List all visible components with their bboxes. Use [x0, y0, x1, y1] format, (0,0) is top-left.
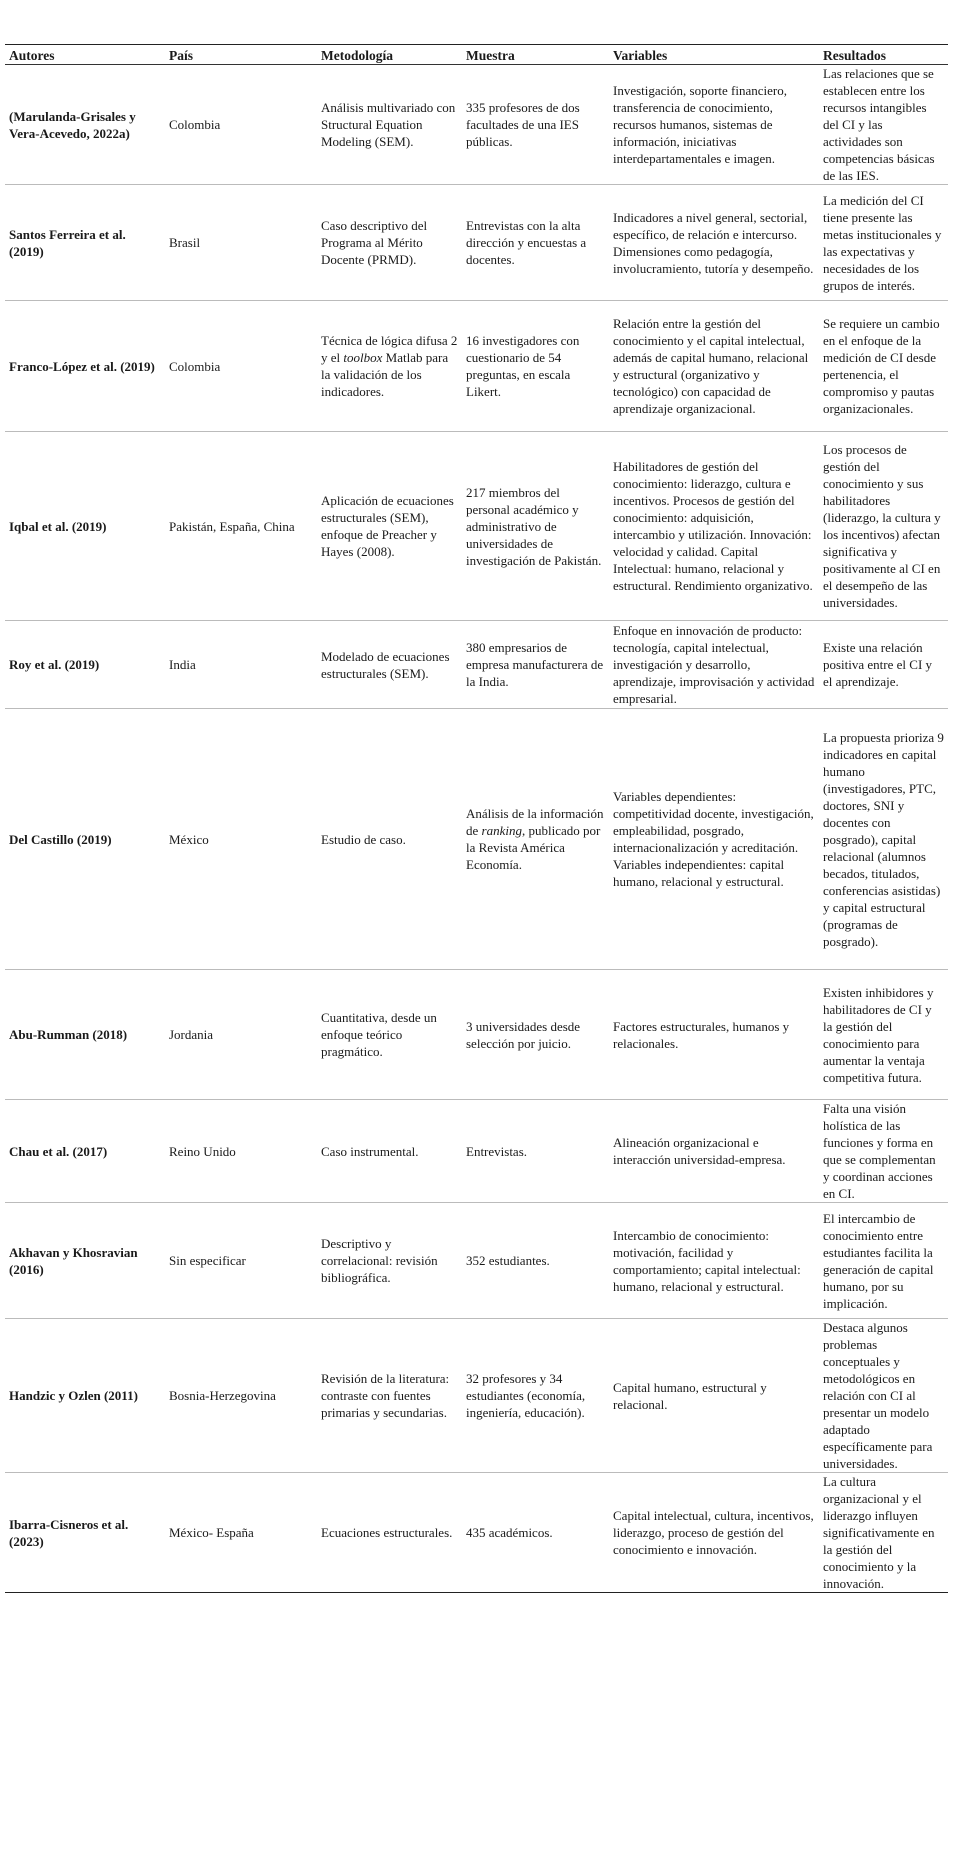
table-header-row — [5, 45, 948, 65]
table-row — [5, 65, 948, 185]
cell-metodologia: Análisis multivariado con Structural Equation Modeling (SEM). — [317, 65, 462, 185]
cell-metodologia: Técnica de lógica difusa 2 y el toolbox Matlab para la validación de los indicadores. — [317, 301, 462, 432]
cell-variables: Capital intelectual, cultura, incentivos, liderazgo, proceso de gestión del conocimiento e innovación. — [609, 1473, 819, 1593]
cell-metodologia: Estudio de caso. — [317, 709, 462, 970]
cell-pais: México- España — [165, 1473, 317, 1593]
table-row — [5, 432, 948, 621]
cell-autores: Del Castillo (2019) — [5, 709, 165, 970]
cell-autores: Ibarra-Cisneros et al. (2023) — [5, 1473, 165, 1593]
cell-muestra: 32 profesores y 34 estudiantes (economía, ingeniería, educación). — [462, 1319, 609, 1473]
cell-pais: Jordania — [165, 970, 317, 1100]
cell-muestra: 352 estudiantes. — [462, 1203, 609, 1319]
cell-autores: Santos Ferreira et al. (2019) — [5, 185, 165, 301]
table-row — [5, 970, 948, 1100]
cell-variables: Investigación, soporte financiero, transferencia de conocimiento, recursos humanos, sistemas de información, iniciativas interdepartamentales e imagen. — [609, 65, 819, 185]
header-resultados: Resultados — [819, 45, 948, 65]
cell-metodologia: Aplicación de ecuaciones estructurales (SEM), enfoque de Preacher y Hayes (2008). — [317, 432, 462, 621]
cell-resultados: La medición del CI tiene presente las metas institucionales y las expectativas y necesidades de los grupos de interés. — [819, 185, 948, 301]
cell-muestra: 335 profesores de dos facultades de una IES públicas. — [462, 65, 609, 185]
cell-muestra: Análisis de la información de ranking, publicado por la Revista América Economía. — [462, 709, 609, 970]
cell-variables: Habilitadores de gestión del conocimiento: liderazgo, cultura e incentivos. Procesos de gestión del conocimiento: adquisición, intercambio y utilización. Innovación: velocidad y calidad. Capital Intelectual: humano, relacional y estructural. Rendimiento organizativo. — [609, 432, 819, 621]
table-row — [5, 1100, 948, 1203]
cell-pais: México — [165, 709, 317, 970]
table-row — [5, 301, 948, 432]
table-row — [5, 621, 948, 709]
cell-variables: Variables dependientes: competitividad docente, investigación, empleabilidad, posgrado, internacionalización y acreditación. Variables independientes: capital humano, relacional y estructural. — [609, 709, 819, 970]
literature-review-table-container — [5, 44, 948, 1593]
cell-variables: Relación entre la gestión del conocimiento y el capital intelectual, además de capital humano, relacional y estructural (organizativo y tecnológico) con capacidad de aprendizaje organizacional. — [609, 301, 819, 432]
cell-pais: India — [165, 621, 317, 709]
cell-resultados: Se requiere un cambio en el enfoque de la medición de CI desde pertenencia, el compromiso y pautas organizacionales. — [819, 301, 948, 432]
table-row — [5, 709, 948, 970]
cell-muestra: 380 empresarios de empresa manufacturera de la India. — [462, 621, 609, 709]
cell-autores: Handzic y Ozlen (2011) — [5, 1319, 165, 1473]
cell-metodologia: Revisión de la literatura: contraste con fuentes primarias y secundarias. — [317, 1319, 462, 1473]
cell-resultados: Existe una relación positiva entre el CI y el aprendizaje. — [819, 621, 948, 709]
cell-pais: Bosnia-Herzegovina — [165, 1319, 317, 1473]
cell-metodologia: Caso instrumental. — [317, 1100, 462, 1203]
cell-pais: Colombia — [165, 301, 317, 432]
cell-muestra: Entrevistas. — [462, 1100, 609, 1203]
cell-resultados: La propuesta prioriza 9 indicadores en capital humano (investigadores, PTC, doctores, SNI y docentes con posgrado), capital relacional (alumnos becados, titulados, conferencias asistidas) y capital estructural (programas de posgrado). — [819, 709, 948, 970]
cell-pais: Pakistán, España, China — [165, 432, 317, 621]
cell-metodologia: Caso descriptivo del Programa al Mérito Docente (PRMD). — [317, 185, 462, 301]
cell-resultados: Destaca algunos problemas conceptuales y metodológicos en relación con CI al presentar un modelo adaptado específicamente para universidades. — [819, 1319, 948, 1473]
cell-resultados: Existen inhibidores y habilitadores de CI y la gestión del conocimiento para aumentar la ventaja competitiva futura. — [819, 970, 948, 1100]
cell-autores: Roy et al. (2019) — [5, 621, 165, 709]
cell-pais: Sin especificar — [165, 1203, 317, 1319]
cell-autores: (Marulanda-Grisales y Vera-Acevedo, 2022a) — [5, 65, 165, 185]
header-pais: País — [165, 45, 317, 65]
cell-variables: Indicadores a nivel general, sectorial, específico, de relación e intercurso. Dimensiones como pedagogía, involucramiento, tutoría y desempeño. — [609, 185, 819, 301]
cell-resultados: Las relaciones que se establecen entre los recursos intangibles del CI y las actividades son competencias básicas de las IES. — [819, 65, 948, 185]
cell-variables: Alineación organizacional e interacción universidad-empresa. — [609, 1100, 819, 1203]
cell-muestra: 3 universidades desde selección por juicio. — [462, 970, 609, 1100]
header-autores: Autores — [5, 45, 165, 65]
literature-review-table — [5, 44, 948, 1593]
cell-metodologia: Cuantitativa, desde un enfoque teórico pragmático. — [317, 970, 462, 1100]
cell-variables: Factores estructurales, humanos y relacionales. — [609, 970, 819, 1100]
cell-autores: Akhavan y Khosravian (2016) — [5, 1203, 165, 1319]
cell-metodologia: Modelado de ecuaciones estructurales (SEM). — [317, 621, 462, 709]
cell-autores: Franco-López et al. (2019) — [5, 301, 165, 432]
header-variables: Variables — [609, 45, 819, 65]
cell-pais: Colombia — [165, 65, 317, 185]
cell-variables: Intercambio de conocimiento: motivación, facilidad y comportamiento; capital intelectual: humano, relacional y estructural. — [609, 1203, 819, 1319]
cell-muestra: 16 investigadores con cuestionario de 54 preguntas, en escala Likert. — [462, 301, 609, 432]
table-row — [5, 185, 948, 301]
cell-muestra: 217 miembros del personal académico y administrativo de universidades de investigación de Pakistán. — [462, 432, 609, 621]
table-row — [5, 1473, 948, 1593]
header-metodologia: Metodología — [317, 45, 462, 65]
cell-metodologia: Descriptivo y correlacional: revisión bibliográfica. — [317, 1203, 462, 1319]
table-row — [5, 1203, 948, 1319]
cell-pais: Brasil — [165, 185, 317, 301]
cell-metodologia: Ecuaciones estructurales. — [317, 1473, 462, 1593]
cell-resultados: El intercambio de conocimiento entre estudiantes facilita la generación de capital humano, por su implicación. — [819, 1203, 948, 1319]
cell-resultados: La cultura organizacional y el liderazgo influyen significativamente en la gestión del conocimiento y la innovación. — [819, 1473, 948, 1593]
cell-autores: Abu-Rumman (2018) — [5, 970, 165, 1100]
table-row — [5, 1319, 948, 1473]
cell-pais: Reino Unido — [165, 1100, 317, 1203]
cell-muestra: 435 académicos. — [462, 1473, 609, 1593]
cell-variables: Capital humano, estructural y relacional. — [609, 1319, 819, 1473]
cell-muestra: Entrevistas con la alta dirección y encuestas a docentes. — [462, 185, 609, 301]
cell-autores: Iqbal et al. (2019) — [5, 432, 165, 621]
cell-resultados: Los procesos de gestión del conocimiento y sus habilitadores (liderazgo, la cultura y los incentivos) afectan significativa y positivamente al CI en el desempeño de las universidades. — [819, 432, 948, 621]
cell-variables: Enfoque en innovación de producto: tecnología, capital intelectual, investigación y desarrollo, aprendizaje, improvisación y actividad empresarial. — [609, 621, 819, 709]
header-muestra: Muestra — [462, 45, 609, 65]
cell-autores: Chau et al. (2017) — [5, 1100, 165, 1203]
cell-resultados: Falta una visión holística de las funciones y forma en que se complementan y coordinan acciones en CI. — [819, 1100, 948, 1203]
